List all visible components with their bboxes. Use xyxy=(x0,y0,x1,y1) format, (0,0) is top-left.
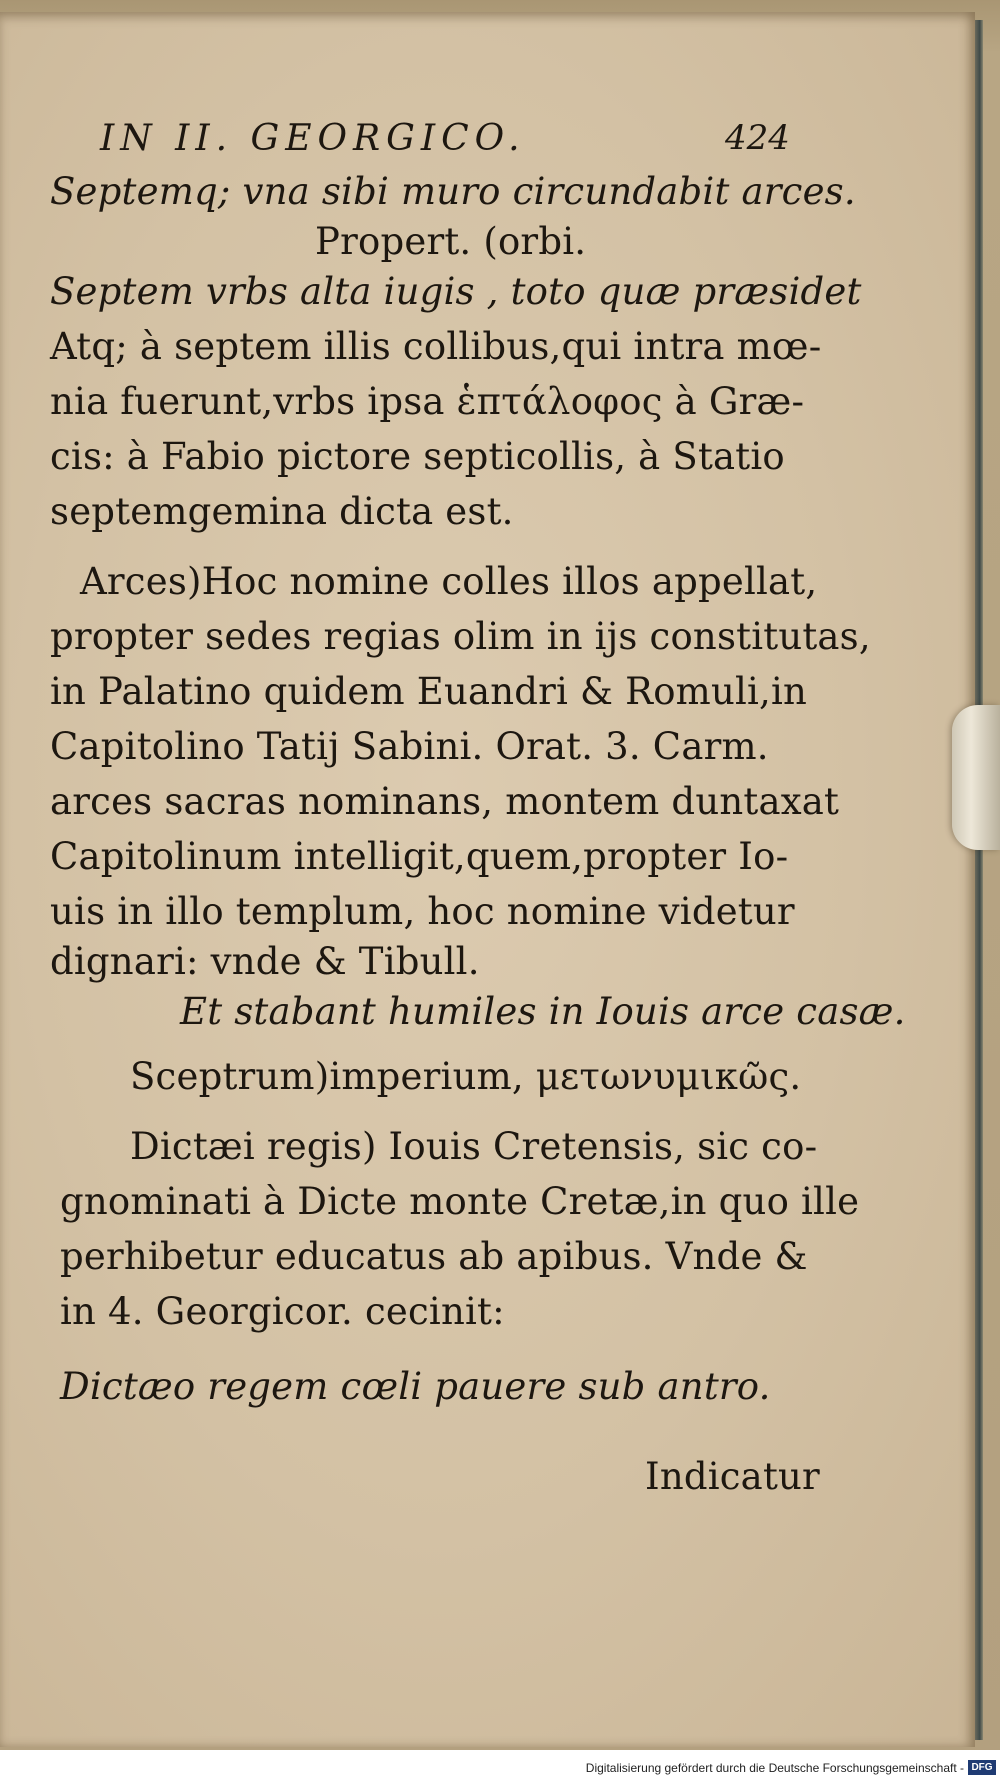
text-line: Capitolino Tatij Sabini. Orat. 3. Carm. xyxy=(50,725,769,768)
funding-credit: Digitalisierung gefördert durch die Deutsche Forschungsgemeinschaft - xyxy=(585,1761,964,1775)
text-line: Dictæi regis) Iouis Cretensis, sic co- xyxy=(130,1125,818,1168)
text-line: Septem vrbs alta iugis , toto quæ præsidet xyxy=(50,270,862,313)
dfg-logo: DFG xyxy=(968,1760,996,1775)
text-line: dignari: vnde & Tibull. xyxy=(50,940,480,983)
text-line: Sceptrum)imperium, μετωνυμικῶς. xyxy=(130,1055,802,1098)
running-title: IN II. GEORGICO. xyxy=(100,118,526,159)
text-line: Et stabant humiles in Iouis arce casæ. xyxy=(180,990,906,1033)
text-line: Atq; à septem illis collibus,qui intra mœ- xyxy=(50,325,822,368)
text-line: septemgemina dicta est. xyxy=(50,490,514,533)
page-number: 424 xyxy=(725,118,790,158)
text-line: arces sacras nominans, montem duntaxat xyxy=(50,780,840,823)
text-line: Capitolinum intelligit,quem,propter Io- xyxy=(50,835,789,878)
text-line: in Palatino quidem Euandri & Romuli,in xyxy=(50,670,808,713)
text-line: Propert. (orbi. xyxy=(315,220,587,263)
text-line: nia fuerunt,vrbs ipsa ἑπτάλοφος à Græ- xyxy=(50,380,805,423)
text-line: Dictæo regem cœli pauere sub antro. xyxy=(60,1365,771,1408)
text-line: in 4. Georgicor. cecinit: xyxy=(60,1290,505,1333)
text-line: Arces)Hoc nomine colles illos appellat, xyxy=(80,560,818,603)
text-line: cis: à Fabio pictore septicollis, à Statio xyxy=(50,435,785,478)
text-line: uis in illo templum, hoc nomine videtur xyxy=(50,890,795,933)
text-line: gnominati à Dicte monte Cretæ,in quo ille xyxy=(60,1180,860,1223)
text-line: propter sedes regias olim in ijs constitutas, xyxy=(50,615,871,658)
page-edge xyxy=(975,20,983,1740)
page-clip xyxy=(952,705,1000,850)
text-line: perhibetur educatus ab apibus. Vnde & xyxy=(60,1235,808,1278)
text-line: Septemq; vna sibi muro circundabit arces. xyxy=(50,170,856,213)
catchword: Indicatur xyxy=(645,1455,820,1498)
